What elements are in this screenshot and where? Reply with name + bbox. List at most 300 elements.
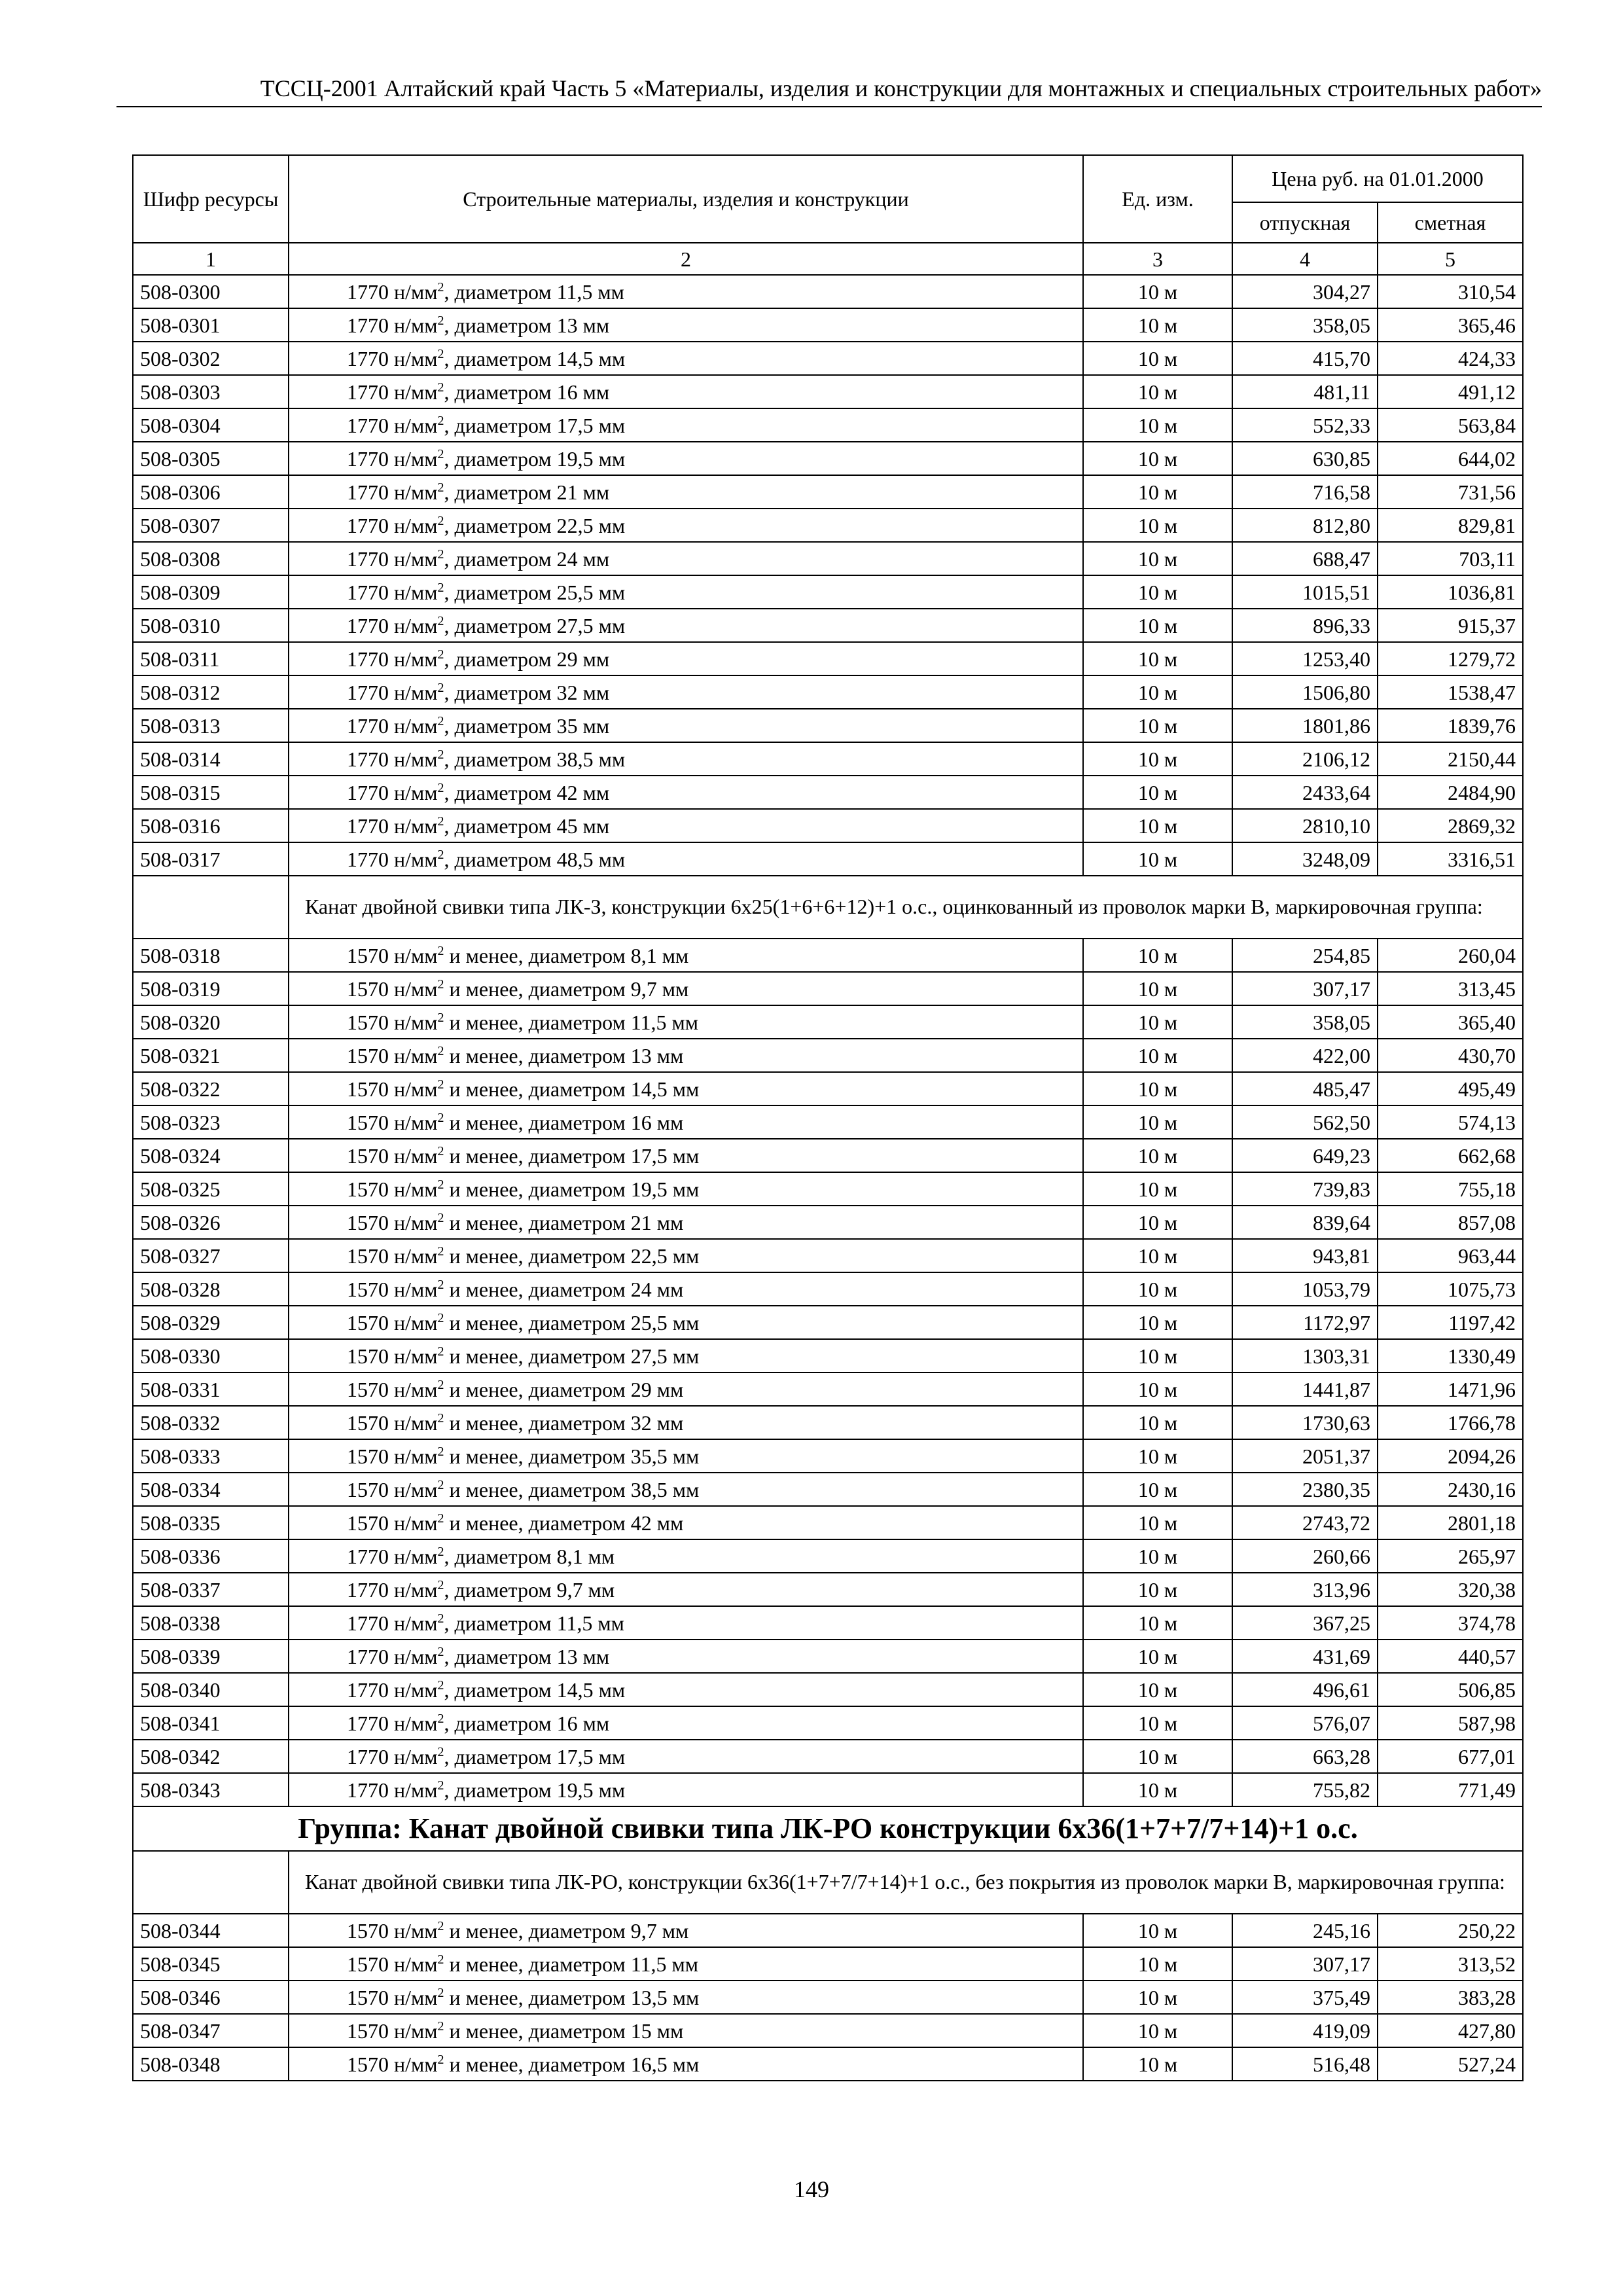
table-row	[133, 1640, 1523, 1673]
strength-value: 1770 н/мм	[347, 1778, 438, 1802]
resource-code: 508-0319	[133, 972, 289, 1005]
unit: 10 м	[1083, 1439, 1232, 1473]
superscript-square: 2	[437, 446, 444, 461]
material-detail: , диаметром 48,5 мм	[444, 847, 626, 871]
table-row	[133, 709, 1523, 742]
release-price: 1053,79	[1232, 1272, 1378, 1306]
material-name	[289, 1573, 1083, 1606]
table-row	[133, 1439, 1523, 1473]
material-name	[289, 475, 1083, 509]
material-detail: и менее, диаметром 27,5 мм	[444, 1344, 700, 1368]
table-row	[133, 575, 1523, 609]
table-row	[133, 1306, 1523, 1339]
resource-code: 508-0317	[133, 842, 289, 876]
estimate-price: 491,12	[1378, 375, 1523, 408]
release-price: 2743,72	[1232, 1506, 1378, 1539]
release-price: 496,61	[1232, 1673, 1378, 1706]
estimate-price: 2150,44	[1378, 742, 1523, 776]
price-table	[132, 154, 1524, 2081]
release-price: 649,23	[1232, 1139, 1378, 1172]
material-name	[289, 1406, 1083, 1439]
material-detail: и менее, диаметром 21 мм	[444, 1210, 684, 1234]
superscript-square: 2	[437, 943, 444, 958]
unit: 10 м	[1083, 1706, 1232, 1740]
release-price: 755,82	[1232, 1773, 1378, 1806]
estimate-price: 662,68	[1378, 1139, 1523, 1172]
material-name	[289, 1206, 1083, 1239]
material-detail: , диаметром 38,5 мм	[444, 747, 626, 771]
resource-code: 508-0300	[133, 275, 289, 308]
table-row	[133, 1914, 1523, 1947]
release-price: 422,00	[1232, 1039, 1378, 1072]
strength-value: 1570 н/мм	[347, 1077, 438, 1101]
table-row	[133, 442, 1523, 475]
resource-code: 508-0334	[133, 1473, 289, 1506]
strength-value: 1770 н/мм	[347, 380, 438, 404]
strength-value: 1570 н/мм	[347, 1477, 438, 1501]
material-name	[289, 1606, 1083, 1640]
unit: 10 м	[1083, 1773, 1232, 1806]
strength-value: 1770 н/мм	[347, 346, 438, 370]
resource-code: 508-0306	[133, 475, 289, 509]
material-name	[289, 742, 1083, 776]
estimate-price: 2430,16	[1378, 1473, 1523, 1506]
strength-value: 1570 н/мм	[347, 1344, 438, 1368]
material-detail: и менее, диаметром 15 мм	[444, 2018, 684, 2043]
resource-code: 508-0312	[133, 675, 289, 709]
col-number: 2	[289, 243, 1083, 275]
material-name	[289, 1539, 1083, 1573]
col-header-price-group: Цена руб. на 01.01.2000	[1232, 155, 1523, 202]
estimate-price: 2801,18	[1378, 1506, 1523, 1539]
release-price: 2051,37	[1232, 1439, 1378, 1473]
material-detail: и менее, диаметром 25,5 мм	[444, 1310, 700, 1335]
release-price: 552,33	[1232, 408, 1378, 442]
unit: 10 м	[1083, 1740, 1232, 1773]
estimate-price: 260,04	[1378, 939, 1523, 972]
table-row	[133, 1239, 1523, 1272]
strength-value: 1570 н/мм	[347, 943, 438, 967]
unit: 10 м	[1083, 475, 1232, 509]
release-price: 630,85	[1232, 442, 1378, 475]
unit: 10 м	[1083, 1506, 1232, 1539]
table-row	[133, 1606, 1523, 1640]
table-row	[133, 675, 1523, 709]
release-price: 313,96	[1232, 1573, 1378, 1606]
description-text: Канат двойной свивки типа ЛК-РО, конструкции 6х36(1+7+7/7+14)+1 о.с., без покрытия из проволок марки В, маркировочная группа:	[289, 1851, 1523, 1914]
release-price: 716,58	[1232, 475, 1378, 509]
description-text: Канат двойной свивки типа ЛК-З, конструкции 6х25(1+6+6+12)+1 о.с., оцинкованный из проволок марки В, маркировочная группа:	[289, 876, 1523, 939]
estimate-price: 915,37	[1378, 609, 1523, 642]
material-detail: и менее, диаметром 24 мм	[444, 1277, 684, 1301]
release-price: 562,50	[1232, 1105, 1378, 1139]
release-price: 375,49	[1232, 1981, 1378, 2014]
superscript-square: 2	[437, 1177, 444, 1192]
description-spacer	[133, 876, 289, 939]
estimate-price: 320,38	[1378, 1573, 1523, 1606]
superscript-square: 2	[437, 847, 444, 862]
col-header-unit: Ед. изм.	[1083, 155, 1232, 243]
strength-value: 1570 н/мм	[347, 1310, 438, 1335]
material-detail: и менее, диаметром 13 мм	[444, 1043, 684, 1067]
superscript-square: 2	[437, 780, 444, 795]
unit: 10 м	[1083, 642, 1232, 675]
estimate-price: 427,80	[1378, 2014, 1523, 2047]
estimate-price: 829,81	[1378, 509, 1523, 542]
estimate-price: 731,56	[1378, 475, 1523, 509]
estimate-price: 506,85	[1378, 1673, 1523, 1706]
superscript-square: 2	[437, 547, 444, 562]
strength-value: 1770 н/мм	[347, 680, 438, 704]
strength-value: 1570 н/мм	[347, 1177, 438, 1201]
release-price: 2810,10	[1232, 809, 1378, 842]
resource-code: 508-0307	[133, 509, 289, 542]
material-name	[289, 1673, 1083, 1706]
unit: 10 м	[1083, 1139, 1232, 1172]
release-price: 2106,12	[1232, 742, 1378, 776]
material-detail: , диаметром 16 мм	[444, 380, 610, 404]
estimate-price: 365,46	[1378, 308, 1523, 342]
material-detail: и менее, диаметром 13,5 мм	[444, 1985, 700, 2009]
resource-code: 508-0336	[133, 1539, 289, 1573]
unit: 10 м	[1083, 972, 1232, 1005]
material-name	[289, 1914, 1083, 1947]
strength-value: 1570 н/мм	[347, 1277, 438, 1301]
strength-value: 1770 н/мм	[347, 580, 438, 604]
table-row	[133, 1506, 1523, 1539]
unit: 10 м	[1083, 408, 1232, 442]
resource-code: 508-0333	[133, 1439, 289, 1473]
release-price: 1506,80	[1232, 675, 1378, 709]
superscript-square: 2	[437, 513, 444, 528]
table-row	[133, 1473, 1523, 1506]
unit: 10 м	[1083, 1339, 1232, 1372]
strength-value: 1770 н/мм	[347, 847, 438, 871]
material-detail: и менее, диаметром 9,7 мм	[444, 1918, 689, 1943]
superscript-square: 2	[437, 713, 444, 728]
superscript-square: 2	[437, 1985, 444, 2000]
material-name	[289, 442, 1083, 475]
table-row	[133, 1740, 1523, 1773]
material-detail: , диаметром 32 мм	[444, 680, 610, 704]
release-price: 419,09	[1232, 2014, 1378, 2047]
table-row	[133, 342, 1523, 375]
resource-code: 508-0308	[133, 542, 289, 575]
table-row	[133, 1005, 1523, 1039]
resource-code: 508-0322	[133, 1072, 289, 1105]
strength-value: 1770 н/мм	[347, 1711, 438, 1735]
material-detail: , диаметром 27,5 мм	[444, 613, 626, 637]
superscript-square: 2	[437, 1277, 444, 1292]
material-name	[289, 842, 1083, 876]
superscript-square: 2	[437, 1544, 444, 1559]
unit: 10 м	[1083, 1673, 1232, 1706]
release-price: 688,47	[1232, 542, 1378, 575]
release-price: 516,48	[1232, 2047, 1378, 2081]
estimate-price: 771,49	[1378, 1773, 1523, 1806]
unit: 10 м	[1083, 1272, 1232, 1306]
superscript-square: 2	[437, 2052, 444, 2067]
release-price: 245,16	[1232, 1914, 1378, 1947]
superscript-square: 2	[437, 1444, 444, 1459]
material-detail: , диаметром 14,5 мм	[444, 346, 626, 370]
material-detail: , диаметром 8,1 мм	[444, 1544, 615, 1568]
material-detail: и менее, диаметром 11,5 мм	[444, 1010, 699, 1034]
group-heading-row	[133, 1806, 1523, 1851]
estimate-price: 963,44	[1378, 1239, 1523, 1272]
material-detail: , диаметром 11,5 мм	[444, 279, 624, 304]
table-row	[133, 1981, 1523, 2014]
resource-code: 508-0304	[133, 408, 289, 442]
estimate-price: 677,01	[1378, 1740, 1523, 1773]
estimate-price: 310,54	[1378, 275, 1523, 308]
strength-value: 1570 н/мм	[347, 1043, 438, 1067]
strength-value: 1770 н/мм	[347, 1577, 438, 1602]
material-detail: и менее, диаметром 22,5 мм	[444, 1244, 700, 1268]
resource-code: 508-0328	[133, 1272, 289, 1306]
table-row	[133, 1105, 1523, 1139]
material-detail: , диаметром 13 мм	[444, 313, 610, 337]
strength-value: 1770 н/мм	[347, 480, 438, 504]
material-name	[289, 709, 1083, 742]
material-name	[289, 1706, 1083, 1740]
material-name	[289, 642, 1083, 675]
material-name	[289, 1740, 1083, 1773]
unit: 10 м	[1083, 575, 1232, 609]
material-detail: , диаметром 19,5 мм	[444, 446, 626, 471]
resource-code: 508-0332	[133, 1406, 289, 1439]
superscript-square: 2	[437, 1711, 444, 1726]
unit: 10 м	[1083, 375, 1232, 408]
resource-code: 508-0310	[133, 609, 289, 642]
col-header-name: Строительные материалы, изделия и конструкции	[289, 155, 1083, 243]
material-name	[289, 1947, 1083, 1981]
material-name	[289, 375, 1083, 408]
resource-code: 508-0311	[133, 642, 289, 675]
material-detail: и менее, диаметром 14,5 мм	[444, 1077, 700, 1101]
strength-value: 1570 н/мм	[347, 1110, 438, 1134]
material-detail: и менее, диаметром 19,5 мм	[444, 1177, 700, 1201]
resource-code: 508-0329	[133, 1306, 289, 1339]
superscript-square: 2	[437, 380, 444, 395]
table-row	[133, 509, 1523, 542]
material-detail: и менее, диаметром 42 мм	[444, 1511, 684, 1535]
material-name	[289, 675, 1083, 709]
table-row	[133, 1039, 1523, 1072]
material-detail: и менее, диаметром 35,5 мм	[444, 1444, 700, 1468]
table-row	[133, 972, 1523, 1005]
strength-value: 1570 н/мм	[347, 1210, 438, 1234]
resource-code: 508-0343	[133, 1773, 289, 1806]
release-price: 260,66	[1232, 1539, 1378, 1573]
resource-code: 508-0325	[133, 1172, 289, 1206]
estimate-price: 574,13	[1378, 1105, 1523, 1139]
description-row	[133, 1851, 1523, 1914]
material-detail: и менее, диаметром 16 мм	[444, 1110, 684, 1134]
unit: 10 м	[1083, 1372, 1232, 1406]
strength-value: 1570 н/мм	[347, 1377, 438, 1401]
material-name	[289, 308, 1083, 342]
unit: 10 м	[1083, 939, 1232, 972]
table-row	[133, 1272, 1523, 1306]
table-row	[133, 1206, 1523, 1239]
resource-code: 508-0302	[133, 342, 289, 375]
material-detail: , диаметром 14,5 мм	[444, 1677, 626, 1702]
col-header-code: Шифр ресурсы	[133, 155, 289, 243]
superscript-square: 2	[437, 1344, 444, 1359]
superscript-square: 2	[437, 747, 444, 762]
table-row	[133, 375, 1523, 408]
material-detail: , диаметром 29 мм	[444, 647, 610, 671]
table-row	[133, 2014, 1523, 2047]
release-price: 367,25	[1232, 1606, 1378, 1640]
unit: 10 м	[1083, 1105, 1232, 1139]
material-name	[289, 408, 1083, 442]
estimate-price: 374,78	[1378, 1606, 1523, 1640]
col-number: 5	[1378, 243, 1523, 275]
unit: 10 м	[1083, 1172, 1232, 1206]
superscript-square: 2	[437, 1077, 444, 1092]
material-name	[289, 972, 1083, 1005]
release-price: 943,81	[1232, 1239, 1378, 1272]
strength-value: 1770 н/мм	[347, 279, 438, 304]
estimate-price: 1279,72	[1378, 642, 1523, 675]
estimate-price: 2484,90	[1378, 776, 1523, 809]
resource-code: 508-0327	[133, 1239, 289, 1272]
resource-code: 508-0301	[133, 308, 289, 342]
superscript-square: 2	[437, 413, 444, 428]
estimate-price: 430,70	[1378, 1039, 1523, 1072]
table-row	[133, 1072, 1523, 1105]
estimate-price: 1197,42	[1378, 1306, 1523, 1339]
superscript-square: 2	[437, 647, 444, 662]
resource-code: 508-0320	[133, 1005, 289, 1039]
unit: 10 м	[1083, 1539, 1232, 1573]
estimate-price: 587,98	[1378, 1706, 1523, 1740]
resource-code: 508-0345	[133, 1947, 289, 1981]
material-name	[289, 1372, 1083, 1406]
table-row	[133, 308, 1523, 342]
resource-code: 508-0326	[133, 1206, 289, 1239]
estimate-price: 1036,81	[1378, 575, 1523, 609]
table-row	[133, 842, 1523, 876]
material-detail: , диаметром 42 мм	[444, 780, 610, 804]
strength-value: 1770 н/мм	[347, 1544, 438, 1568]
unit: 10 м	[1083, 342, 1232, 375]
description-row	[133, 876, 1523, 939]
superscript-square: 2	[437, 1677, 444, 1693]
unit: 10 м	[1083, 809, 1232, 842]
resource-code: 508-0331	[133, 1372, 289, 1406]
material-name	[289, 2047, 1083, 2081]
strength-value: 1770 н/мм	[347, 1677, 438, 1702]
superscript-square: 2	[437, 1110, 444, 1125]
release-price: 254,85	[1232, 939, 1378, 972]
superscript-square: 2	[437, 1310, 444, 1325]
estimate-price: 1766,78	[1378, 1406, 1523, 1439]
table-row	[133, 1172, 1523, 1206]
release-price: 1730,63	[1232, 1406, 1378, 1439]
resource-code: 508-0344	[133, 1914, 289, 1947]
release-price: 1253,40	[1232, 642, 1378, 675]
strength-value: 1570 н/мм	[347, 1985, 438, 2009]
material-name	[289, 939, 1083, 972]
estimate-price: 250,22	[1378, 1914, 1523, 1947]
unit: 10 м	[1083, 675, 1232, 709]
table-row	[133, 1773, 1523, 1806]
strength-value: 1570 н/мм	[347, 2018, 438, 2043]
material-detail: , диаметром 25,5 мм	[444, 580, 626, 604]
material-detail: и менее, диаметром 32 мм	[444, 1410, 684, 1435]
superscript-square: 2	[437, 1778, 444, 1793]
table-row	[133, 742, 1523, 776]
unit: 10 м	[1083, 542, 1232, 575]
material-name	[289, 575, 1083, 609]
unit: 10 м	[1083, 1005, 1232, 1039]
superscript-square: 2	[437, 1143, 444, 1158]
strength-value: 1770 н/мм	[347, 1744, 438, 1768]
unit: 10 м	[1083, 275, 1232, 308]
material-name	[289, 1640, 1083, 1673]
unit: 10 м	[1083, 1606, 1232, 1640]
estimate-price: 265,97	[1378, 1539, 1523, 1573]
resource-code: 508-0324	[133, 1139, 289, 1172]
superscript-square: 2	[437, 279, 444, 295]
unit: 10 м	[1083, 1947, 1232, 1981]
estimate-price: 495,49	[1378, 1072, 1523, 1105]
release-price: 1172,97	[1232, 1306, 1378, 1339]
unit: 10 м	[1083, 1072, 1232, 1105]
page-header: ТССЦ-2001 Алтайский край Часть 5 «Материалы, изделия и конструкции для монтажных и специальных строительных работ»	[116, 73, 1542, 107]
unit: 10 м	[1083, 842, 1232, 876]
col-number: 4	[1232, 243, 1378, 275]
release-price: 307,17	[1232, 1947, 1378, 1981]
estimate-price: 383,28	[1378, 1981, 1523, 2014]
unit: 10 м	[1083, 1239, 1232, 1272]
unit: 10 м	[1083, 609, 1232, 642]
resource-code: 508-0321	[133, 1039, 289, 1072]
strength-value: 1570 н/мм	[347, 977, 438, 1001]
material-name	[289, 1306, 1083, 1339]
unit: 10 м	[1083, 308, 1232, 342]
strength-value: 1770 н/мм	[347, 814, 438, 838]
material-detail: и менее, диаметром 8,1 мм	[444, 943, 689, 967]
material-detail: и менее, диаметром 29 мм	[444, 1377, 684, 1401]
material-detail: , диаметром 13 мм	[444, 1644, 610, 1668]
strength-value: 1770 н/мм	[347, 547, 438, 571]
unit: 10 м	[1083, 1914, 1232, 1947]
strength-value: 1770 н/мм	[347, 747, 438, 771]
unit: 10 м	[1083, 1039, 1232, 1072]
unit: 10 м	[1083, 1206, 1232, 1239]
estimate-price: 527,24	[1378, 2047, 1523, 2081]
material-name	[289, 776, 1083, 809]
release-price: 358,05	[1232, 308, 1378, 342]
release-price: 812,80	[1232, 509, 1378, 542]
page-number: 149	[794, 2176, 829, 2202]
estimate-price: 365,40	[1378, 1005, 1523, 1039]
release-price: 3248,09	[1232, 842, 1378, 876]
table-row	[133, 1539, 1523, 1573]
table-row	[133, 475, 1523, 509]
release-price: 415,70	[1232, 342, 1378, 375]
unit: 10 м	[1083, 1640, 1232, 1673]
strength-value: 1770 н/мм	[347, 446, 438, 471]
estimate-price: 703,11	[1378, 542, 1523, 575]
estimate-price: 857,08	[1378, 1206, 1523, 1239]
material-detail: и менее, диаметром 17,5 мм	[444, 1143, 700, 1168]
material-name	[289, 1439, 1083, 1473]
